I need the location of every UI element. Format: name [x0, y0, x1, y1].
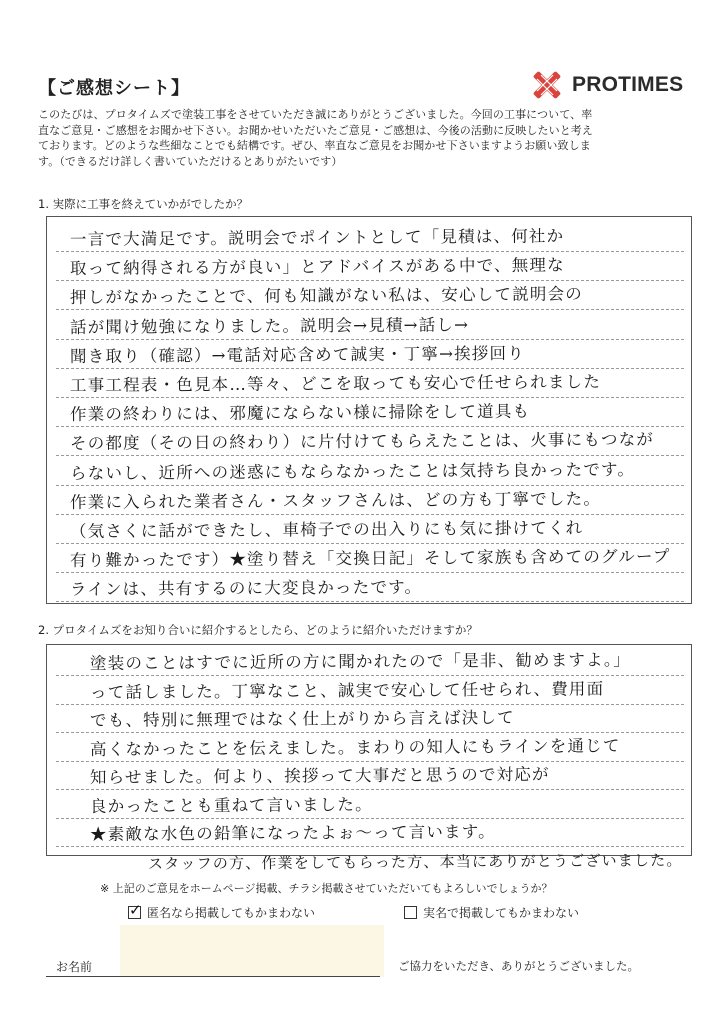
intro-line: ております。どのような些細なことでも結構です。ぜひ、率直なご意見をお聞かせ下さいますようお願い致しま: [38, 139, 591, 152]
anonymous-checkbox[interactable]: [128, 901, 142, 919]
ruled-line: [56, 789, 684, 790]
answer-line: 作業の終わりには、邪魔にならない様に掃除をして道具も: [69, 401, 531, 425]
staff-thanks-note: スタッフの方、作業をしてもらった方、本当にありがとうございました。: [147, 851, 683, 873]
answer-line: 高くなかったことを伝えました。まわりの知人にもラインを通じて: [89, 735, 621, 759]
answer-line: 作業に入られた業者さん・スタッフさんは、どの方も丁寧でした。: [69, 489, 602, 512]
answer-line: 聞き取り（確認）→電話対応含めて誠実・丁寧→挨拶回り: [69, 343, 525, 366]
answer-line: ラインは、共有するのに大変良かったです。: [69, 577, 423, 600]
answer-line: （気さくに話ができたし、車椅子での出入りにも気に掛けてくれ: [69, 518, 584, 541]
answer-line: らないし、近所への迷惑にもならなかったことは気持ち良かったです。: [69, 459, 636, 483]
answer-line: って話しました。丁寧なこと、誠実で安心して任せられ、費用面: [89, 678, 605, 702]
answer-line: 押しがなかったことで、何も知識がない私は、安心して説明会の: [69, 284, 584, 308]
answer-line: 知らせました。何より、挨拶って大事だと思うので対応が: [89, 764, 550, 787]
answer-line: 良かったことも重ねて言いました。: [89, 794, 373, 816]
answer-line: ★素敵な水色の鉛筆になったよぉ～って言います。: [89, 822, 496, 844]
ruled-line: [56, 339, 684, 340]
question-1-label: 1. 実際に工事を終えていかがでしたか？: [38, 197, 249, 211]
answer-line: 塗装のことはすでに近所の方に聞かれたので「是非、勧めますよ。」: [89, 650, 632, 673]
answer-line: 有り難かったです）★塗り替え「交換日記」そして家族も含めてのグループ: [69, 546, 671, 571]
intro-line: 直なご意見・ご感想をお聞かせ下さい。お聞かせいただいたご意見・ご感想は、今後の活動に反映したいと考え: [38, 123, 593, 137]
ruled-line: [56, 846, 684, 847]
answer-line: 一言で大満足です。説明会でポイントとして「見積は、何社か: [69, 226, 565, 249]
intro-text: [38, 107, 688, 169]
logo-text: PROTIMES: [572, 73, 684, 96]
intro-line: このたびは、プロタイムズで塗装工事をさせていただき誠にありがとうございました。今回の工事について、率: [38, 108, 593, 121]
protimes-x-logo-icon: [528, 66, 566, 104]
ruled-line: [56, 514, 684, 515]
option-anonymous-label: 匿名なら掲載してもかまわない: [147, 906, 316, 920]
redacted-area: [120, 925, 384, 977]
answer-line: 取って納得される方が良い」とアドバイスがある中で、無理な: [69, 255, 565, 279]
publish-note: ※ 上記のご意見をホームページ掲載、チラシ掲載させていただいてもよろしいでしょうか？: [100, 882, 553, 895]
intro-line: す。（できるだけ詳しく書いていただけるとありがたいです）: [38, 154, 343, 168]
name-underline: [46, 976, 380, 977]
check-mark-icon: ✓: [129, 901, 142, 919]
name-label: お名前: [56, 960, 93, 974]
ruled-line: [56, 397, 684, 398]
ruled-line: [56, 601, 684, 602]
answer-line: その都度（その日の終わり）に片付けてもらえたことは、火事にもつなが: [69, 430, 655, 454]
option-real-name-label: 実名で掲載してもかまわない: [423, 906, 580, 920]
question-2-label: 2. プロタイムズをお知り合いに紹介するとしたら、どのように紹介いただけますか？: [38, 623, 478, 637]
answer-line: 工事工程表・色見本…等々、どこを取っても安心で任せられました: [69, 372, 602, 395]
protimes-logo: [528, 66, 683, 104]
thanks-text: ご協力をいただき、ありがとうございました。: [398, 959, 640, 973]
sheet-title: 【ご感想シート】: [38, 78, 190, 99]
option-anonymous[interactable]: [128, 901, 316, 921]
answer-line: でも、特別に無理ではなく仕上がりから言えば決して: [89, 708, 515, 730]
real-name-checkbox[interactable]: [404, 906, 417, 919]
ruled-line: [56, 309, 684, 310]
ruled-line: [56, 251, 684, 252]
option-real-name[interactable]: [404, 904, 579, 921]
answer-line: 話が聞け勉強になりました。説明会→見積→話し→: [69, 314, 470, 337]
